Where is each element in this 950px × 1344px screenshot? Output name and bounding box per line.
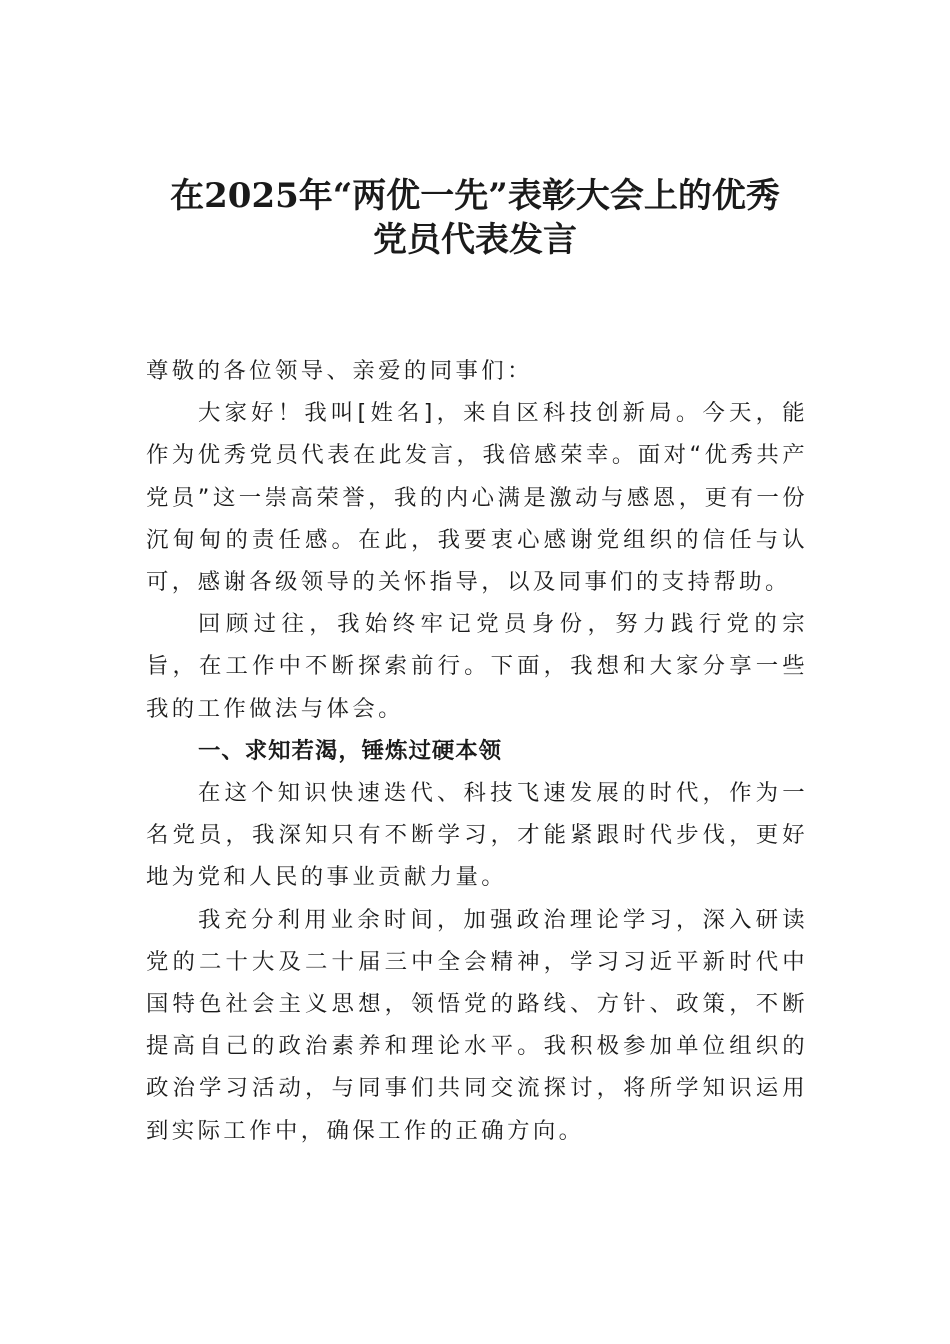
page-title-line-2: 党员代表发言	[373, 220, 577, 260]
paragraph-review: 回顾过往，我始终牢记党员身份，努力践行党的宗旨，在工作中不断探索前行。下面，我想和大家分享一些我的工作做法与体会。	[146, 611, 808, 722]
document-body	[146, 350, 808, 1152]
page-title-line-1: 在2025年“两优一先”表彰大会上的优秀	[170, 176, 780, 216]
salutation: 尊敬的各位领导、亲爱的同事们：	[146, 358, 533, 384]
paragraph-learning-intro: 在这个知识快速迭代、科技飞速发展的时代，作为一名党员，我深知只有不断学习，才能紧跟时代步伐，更好地为党和人民的事业贡献力量。	[146, 780, 808, 891]
paragraph-greeting: 大家好！我叫[姓名]，来自区科技创新局。今天，能作为优秀党员代表在此发言，我倍感荣幸。面对“优秀共产党员”这一崇高荣誉，我的内心满是激动与感恩，更有一份沉甸甸的责任感。在此，我要衷心感谢党组织的信任与认可，感谢各级领导的关怀指导，以及同事们的支持帮助。	[146, 400, 808, 596]
paragraph-learning-detail: 我充分利用业余时间，加强政治理论学习，深入研读党的二十大及二十届三中全会精神，学习习近平新时代中国特色社会主义思想，领悟党的路线、方针、政策，不断提高自己的政治素养和理论水平。我积极参加单位组织的政治学习活动，与同事们共同交流探讨，将所学知识运用到实际工作中，确保工作的正确方向。	[146, 906, 808, 1144]
section-heading-1: 一、求知若渴，锤炼过硬本领	[198, 737, 503, 764]
